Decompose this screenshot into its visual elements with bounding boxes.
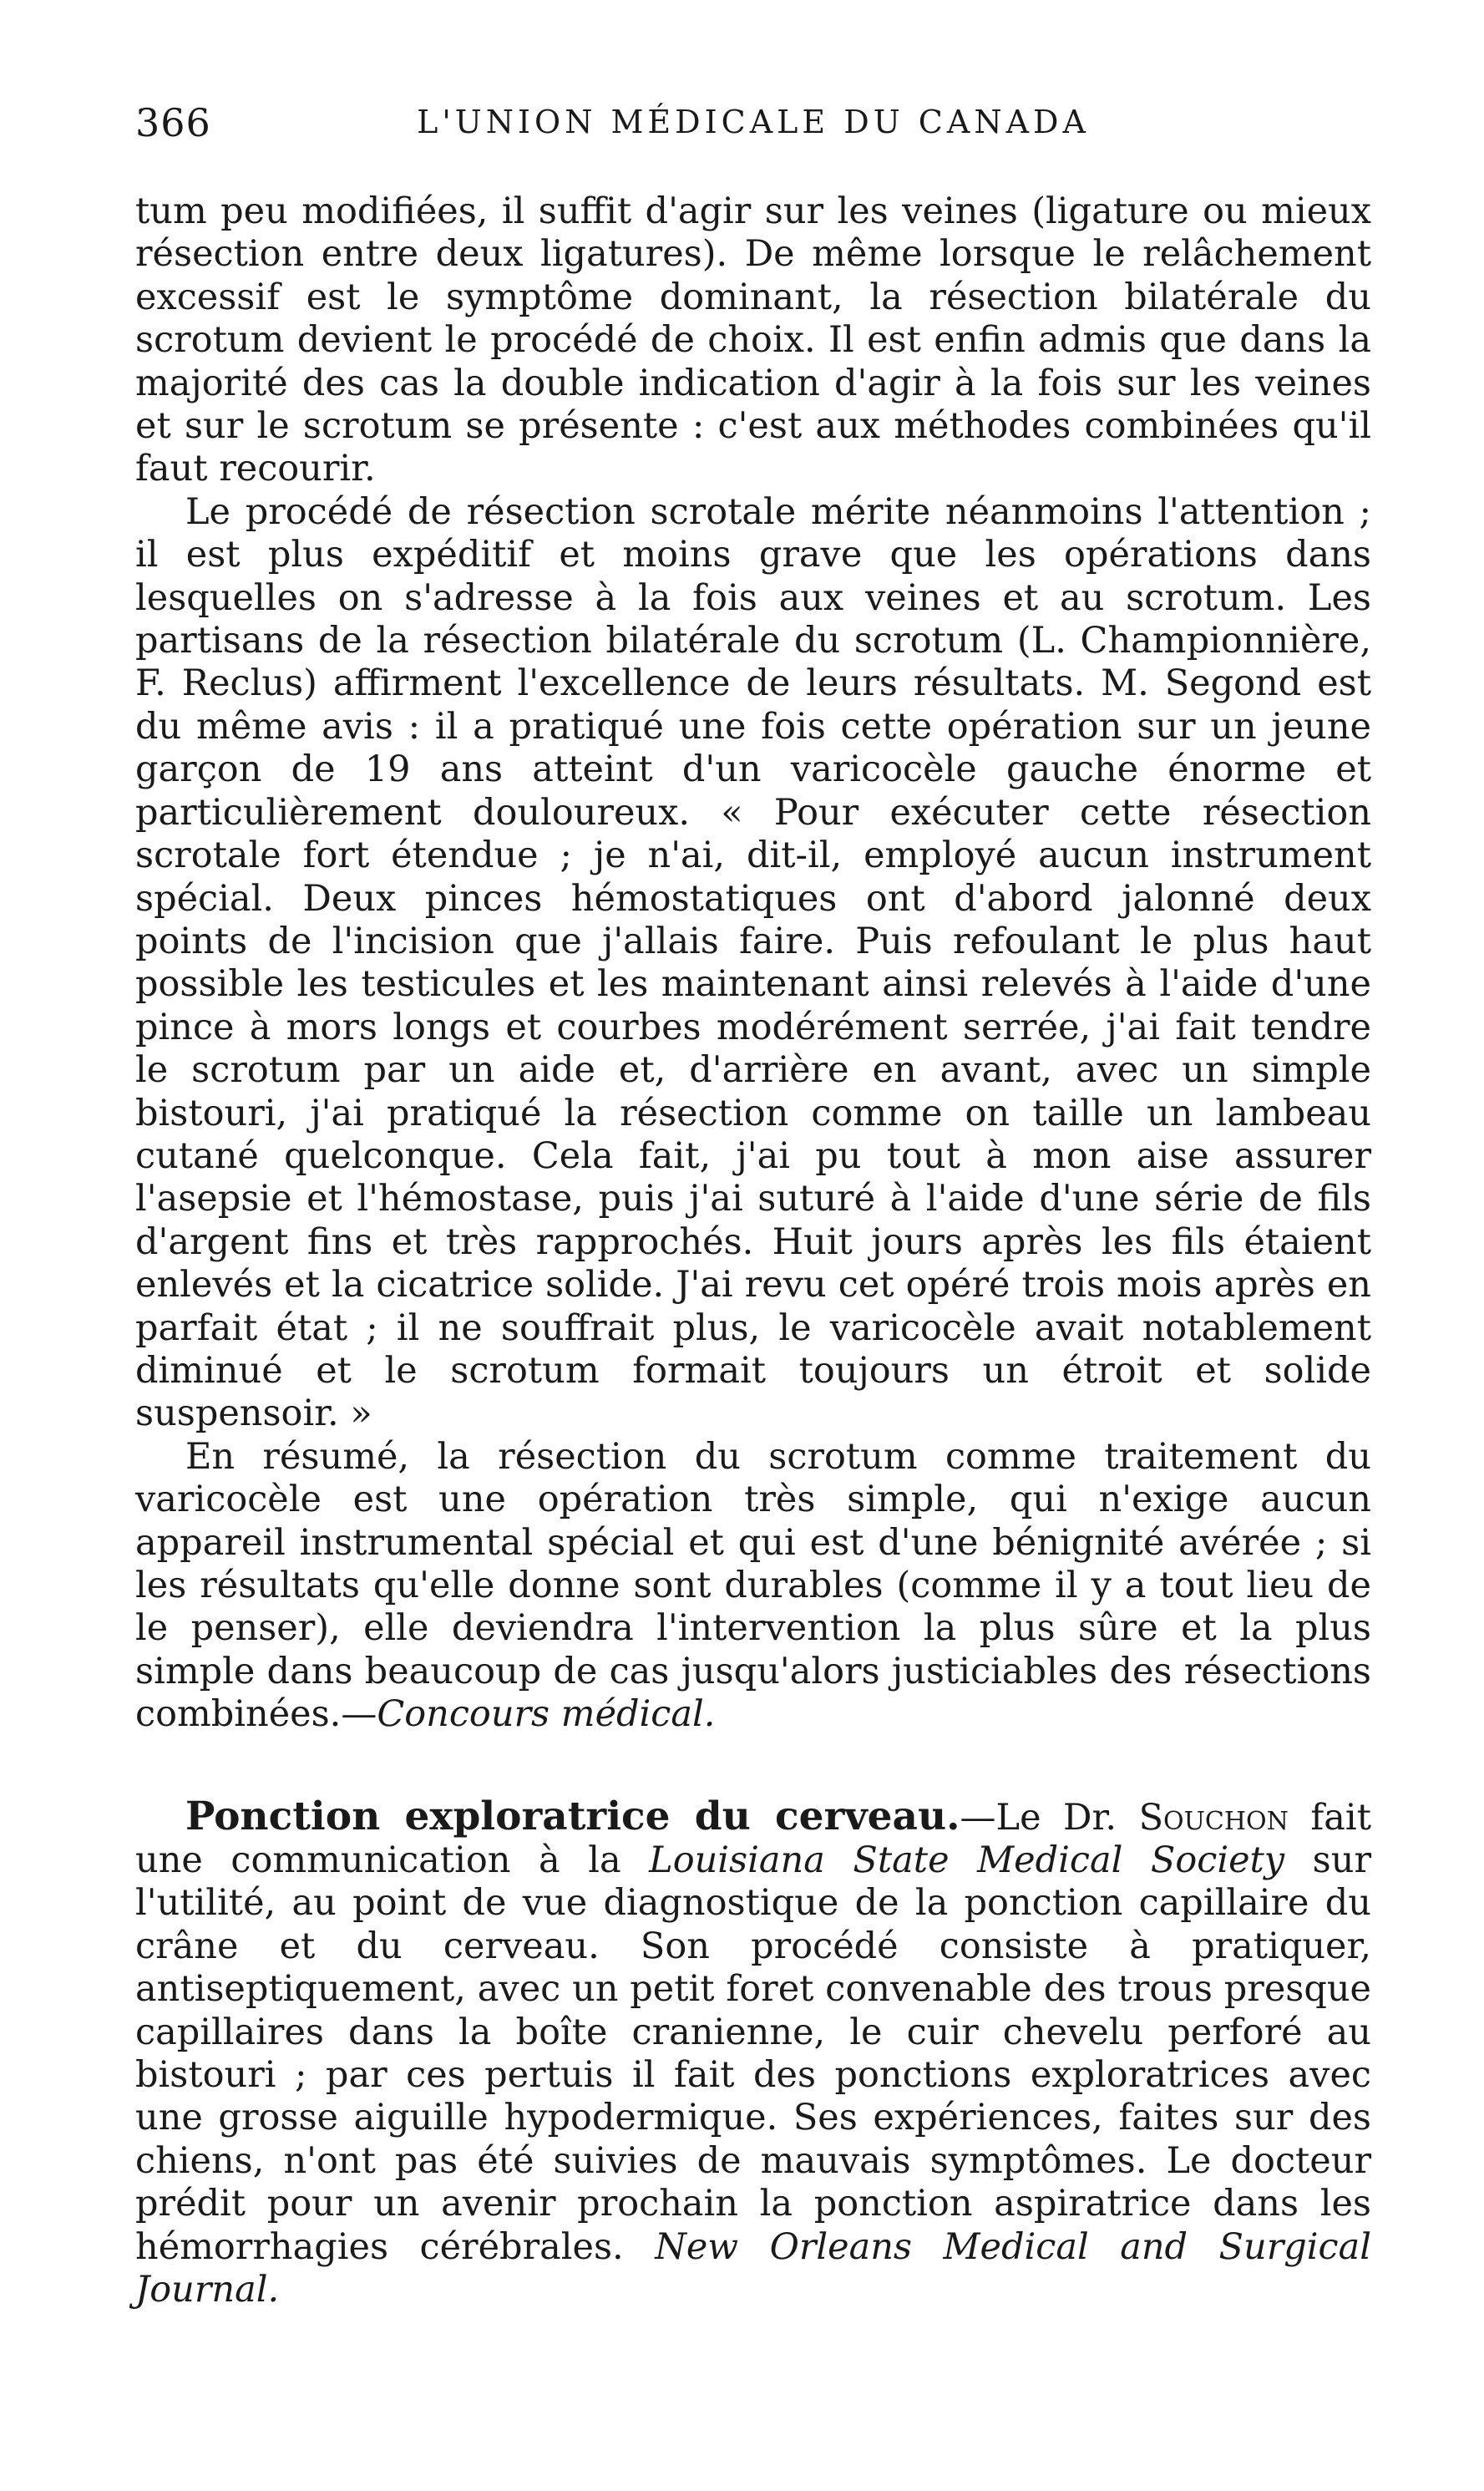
paragraph-scrotal-resection: Le procédé de résection scrotale mérite néanmoins l'attention ; il est plus expéditif et moins grave que les opérations dans lesquelles on s'adresse à la fois aux veines et au scrotum. Les partisans de la résection bilatérale du scrotum (L. Championnière, F. Reclus) affirment l'excellence de leurs résultats. M. Segond est du même avis : il a pratiqué une fois cette opération sur un jeune garçon de 19 ans atteint d'un varicocèle gauche énorme et particulièrement douloureux. « Pour exécuter cette résection scrotale fort étendue ; je n'ai, dit-il, employé aucun instrument spécial. Deux pinces hémostatiques ont d'abord jalonné deux points de l'incision que j'allais faire. Puis refoulant le plus haut possible les testicules et les maintenant ainsi relevés à l'aide d'une pince à mors longs et courbes modérément serrée, j'ai fait tendre le scrotum par un aide et, d'arrière en avant, avec un simple bistouri, j'ai pratiqué la résection comme on taille un lambeau cutané quelconque. Cela fait, j'ai pu tout à mon aise assurer l'asepsie et l'hémostase, puis j'ai suturé à l'aide d'une série de fils d'argent fins et très rapprochés. Huit jours après les fils étaient enlevés et la cicatrice solide. J'ai revu cet opéré trois mois après en parfait état ; il ne souffrait plus, le varicocèle avait notablement diminué et le scrotum formait toujours un étroit et solide suspensoir. » [135, 490, 1371, 1435]
section-author: Souchon [1138, 1796, 1289, 1839]
summary-source: Concours médical. [377, 1693, 716, 1736]
running-head: L'UNION MÉDICALE DU CANADA [417, 104, 1090, 140]
page-number: 366 [135, 100, 211, 145]
section-text-intro: —Le Dr. [960, 1796, 1139, 1839]
section-society: Louisiana State Medical Society [649, 1839, 1285, 1882]
page-header [135, 100, 1371, 167]
section-source: New Orleans Medical and Surgical Journal. [135, 2225, 1372, 2311]
section-text-body: sur l'utilité, au point de vue diagnostique de la ponction capillaire du crâne et du cerveau. Son procédé consiste à pratiquer, antiseptiquement, avec un petit foret convenable des trous presque capillaires dans la boîte cranienne, le cuir chevelu perforé au bistouri ; par ces pertuis il fait des ponctions exploratrices avec une grosse aiguille hypodermique. Ses expériences, faites sur des chiens, n'ont pas été suivies de mauvais symptômes. Le docteur prédit pour un avenir prochain la ponction aspiratrice dans les hémorrhagies cérébrales. [135, 1839, 1372, 2268]
paragraph-varicocele-treatment: tum peu modifiées, il suffit d'agir sur les veines (ligature ou mieux résection entre deux ligatures). De même lorsque le relâchement excessif est le symptôme dominant, la résection bilatérale du scrotum devient le procédé de choix. Il est enfin admis que dans la majorité des cas la double indication d'agir à la fois sur les veines et sur le scrotum se présente : c'est aux méthodes combinées qu'il faut recourir. [135, 190, 1371, 490]
paragraph-summary [135, 1436, 1371, 1737]
summary-text: En résumé, la résection du scrotum comme traitement du varicocèle est une opération très simple, qui n'exige aucun appareil instrumental spécial et qui est d'une bénignité avérée ; si les résultats qu'elle donne sont durables (comme il y a tout lieu de le penser), elle deviendra l'intervention la plus sûre et la plus simple dans beaucoup de cas jusqu'alors justiciables des résections combinées.— [135, 1435, 1371, 1736]
section-cerebral-puncture [135, 1795, 1371, 2312]
section-text-communication: fait une communication à la [135, 1796, 1371, 1882]
article-body [135, 190, 1371, 2312]
section-title: Ponction exploratrice du cerveau. [185, 1793, 960, 1839]
